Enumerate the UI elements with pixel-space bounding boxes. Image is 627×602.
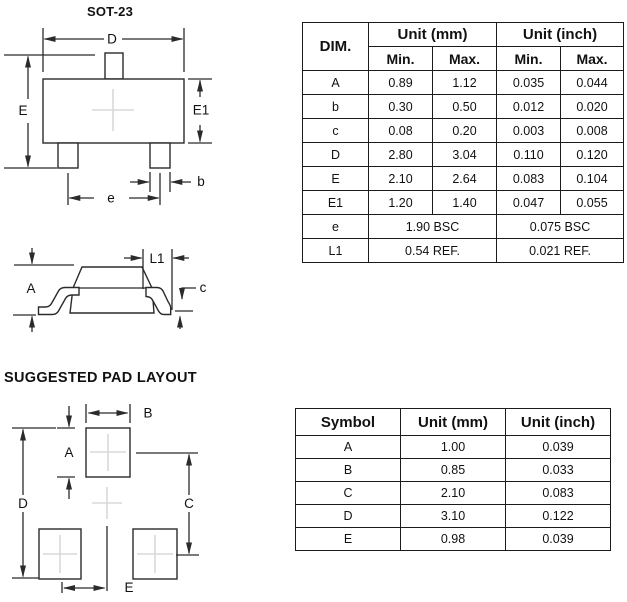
cell-dim: c [303,119,369,143]
cell-symbol: B [296,459,401,482]
cell-value: 1.20 [369,191,433,215]
pad-layout-table [295,408,611,551]
table-header-row [303,23,624,47]
dim-label-e: e [107,190,115,206]
cell-value: 0.98 [401,528,506,551]
cell-value: 0.039 [506,436,611,459]
dimension-e [68,173,160,206]
dimension-B [86,404,153,423]
dim-label-B: B [143,405,153,421]
cell-dim: D [303,143,369,167]
cell-value: 2.80 [369,143,433,167]
table-row [296,482,611,505]
dim-label-L1: L1 [149,251,165,266]
table-row [296,505,611,528]
dim-label-C-pad: C [184,496,194,511]
cell-value: 0.075 BSC [497,215,624,239]
cell-value: 0.083 [497,167,561,191]
pad-layout-title: SUGGESTED PAD LAYOUT [4,370,197,386]
dim-label-A-pad: A [64,445,74,460]
header-symbol: Symbol [296,409,401,436]
dimension-c [175,280,207,329]
cell-dim: L1 [303,239,369,263]
table-row [303,239,624,263]
dim-label-E-pad: E [124,580,134,595]
cell-value: 0.85 [401,459,506,482]
dim-label-E: E [18,103,28,118]
header-unit-inch: Unit (inch) [506,409,611,436]
cell-value: 1.40 [433,191,497,215]
cell-symbol: E [296,528,401,551]
dim-label-E1: E1 [192,102,210,118]
dim-label-D: D [107,31,117,47]
cell-value: 1.12 [433,71,497,95]
dim-label-A-side: A [26,281,36,296]
header-max: Max. [561,47,624,71]
pad-layout-drawing [0,395,230,602]
cell-symbol: C [296,482,401,505]
cell-value: 0.020 [561,95,624,119]
dim-label-D-pad: D [18,496,28,511]
header-min: Min. [369,47,433,71]
cell-dim: E1 [303,191,369,215]
dimension-A-pad [57,406,75,499]
cell-symbol: D [296,505,401,528]
cell-value: 2.10 [401,482,506,505]
table-row [303,71,624,95]
table-header-row [296,409,611,436]
header-unit-mm: Unit (mm) [401,409,506,436]
cell-value: 0.104 [561,167,624,191]
cell-value: 0.122 [506,505,611,528]
cell-value: 0.039 [506,528,611,551]
cell-value: 3.10 [401,505,506,528]
table-row [303,95,624,119]
table-row [303,191,624,215]
dimensions-table [302,22,624,263]
table-row [296,459,611,482]
table-row [296,528,611,551]
dim-label-b: b [197,174,205,189]
cell-value: 0.033 [506,459,611,482]
package-body-side [70,267,154,313]
dimension-E1 [188,79,212,143]
cell-value: 0.055 [561,191,624,215]
cell-value: 0.083 [506,482,611,505]
header-min: Min. [497,47,561,71]
cell-dim: b [303,95,369,119]
cell-value: 1.90 BSC [369,215,497,239]
cell-value: 0.021 REF. [497,239,624,263]
dim-label-c: c [199,280,207,295]
table-row [303,119,624,143]
cell-value: 0.003 [497,119,561,143]
cell-value: 0.110 [497,143,561,167]
table-row [303,167,624,191]
cell-value: 0.89 [369,71,433,95]
cell-value: 3.04 [433,143,497,167]
cell-value: 0.047 [497,191,561,215]
dimension-b [130,172,205,192]
top-lead [105,53,123,79]
cell-value: 0.035 [497,71,561,95]
cell-value: 0.120 [561,143,624,167]
cell-value: 0.54 REF. [369,239,497,263]
table-row [303,143,624,167]
cell-dim: E [303,167,369,191]
header-unit-mm: Unit (mm) [369,23,497,47]
package-title: SOT-23 [87,4,133,19]
header-unit-inch: Unit (inch) [497,23,624,47]
cell-value: 2.10 [369,167,433,191]
cell-value: 0.30 [369,95,433,119]
cell-symbol: A [296,436,401,459]
cell-dim: A [303,71,369,95]
side-view-drawing [0,240,230,355]
header-max: Max. [433,47,497,71]
cell-value: 2.64 [433,167,497,191]
cell-value: 0.08 [369,119,433,143]
cell-value: 0.012 [497,95,561,119]
cell-value: 0.008 [561,119,624,143]
cell-value: 1.00 [401,436,506,459]
cell-value: 0.044 [561,71,624,95]
cell-value: 0.20 [433,119,497,143]
header-dim: DIM. [303,23,369,71]
bottom-right-lead [150,143,170,168]
table-row [296,436,611,459]
cell-value: 0.50 [433,95,497,119]
bottom-left-lead [58,143,78,168]
table-row [303,215,624,239]
cell-dim: e [303,215,369,239]
top-view-drawing [0,20,240,215]
